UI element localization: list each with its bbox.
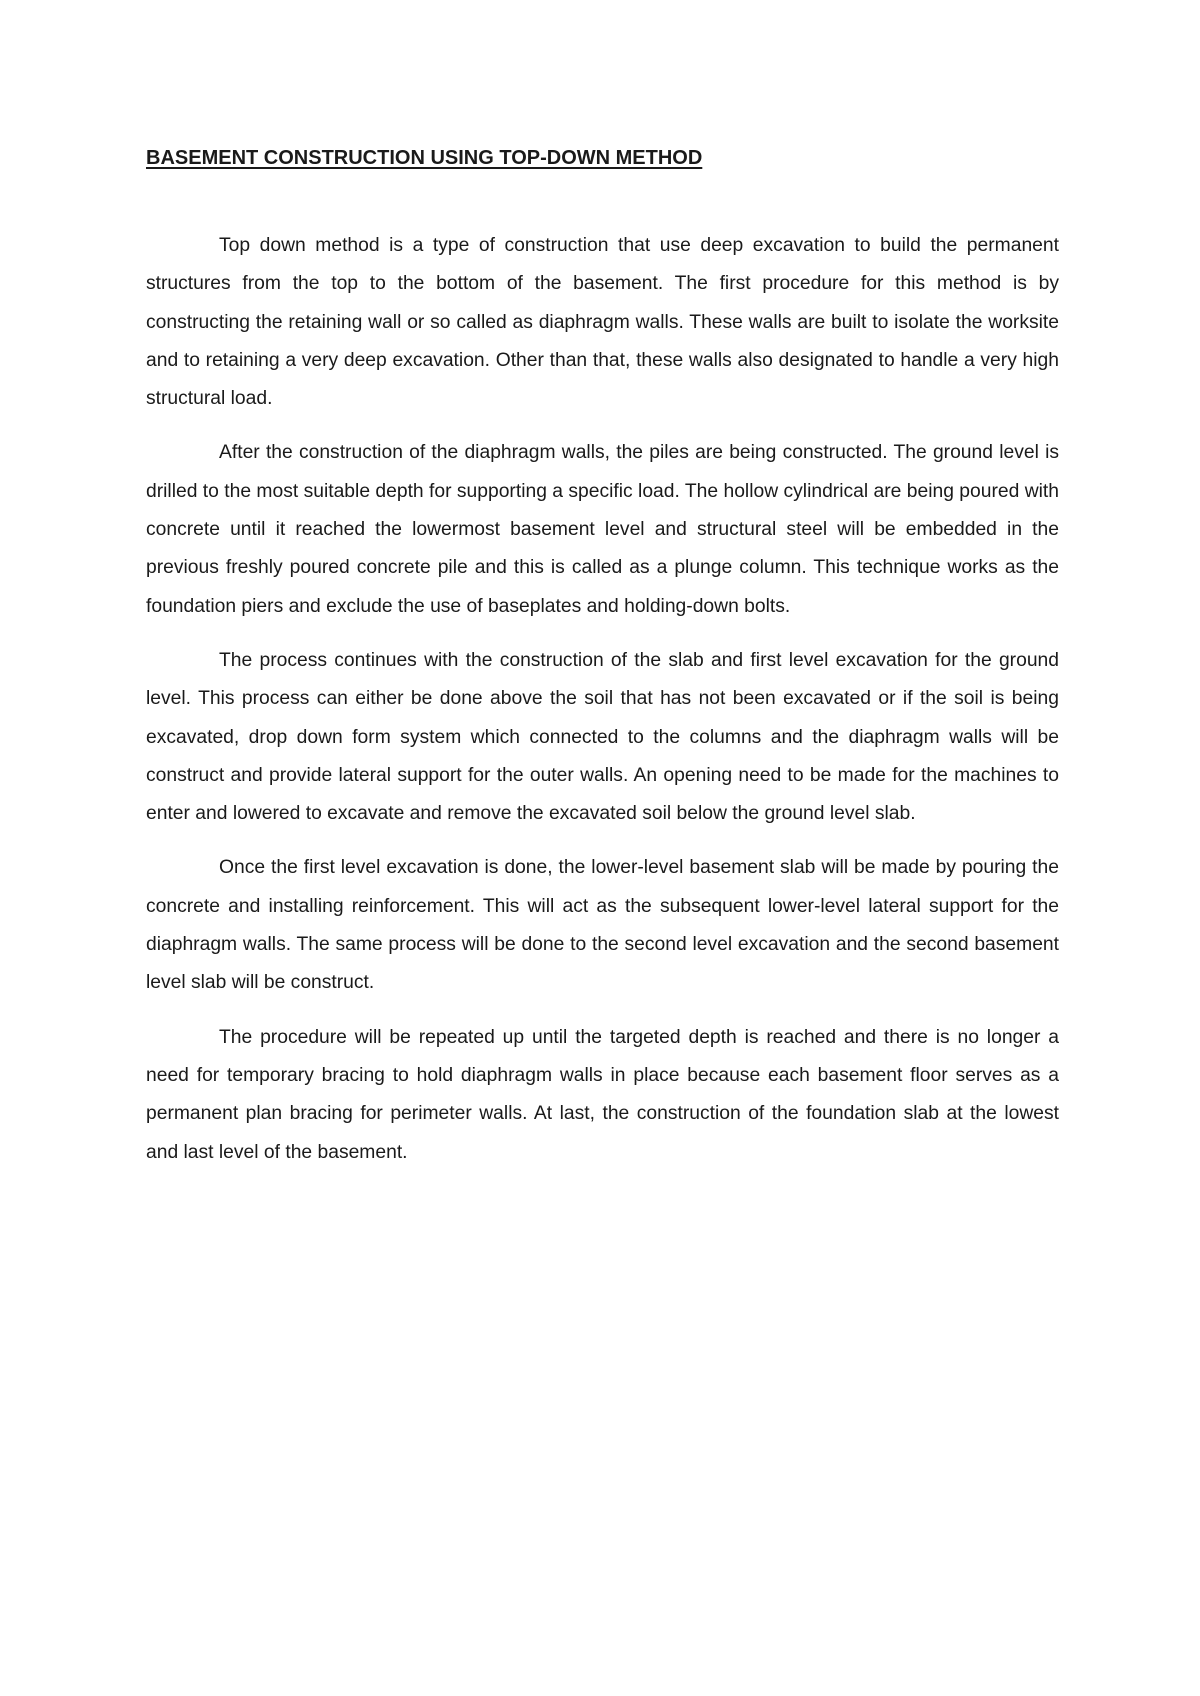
document-body <box>146 146 1059 1172</box>
paragraph-intro: Top down method is a type of construction that use deep excavation to build the permanent structures from the top to the bottom of the basement. The first procedure for this method is by constructing the retaining wall or so called as diaphragm walls. These walls are built to isolate the worksite and to retaining a very deep excavation. Other than that, these walls also designated to handle a very high structural load. <box>146 235 1059 410</box>
paragraph-piles: After the construction of the diaphragm walls, the piles are being constructed. The ground level is drilled to the most suitable depth for supporting a specific load. The hollow cylindrical are being poured with concrete until it reached the lowermost basement level and structural steel will be embedded in the previous freshly poured concrete pile and this is called as a plunge column. This technique works as the foundation piers and exclude the use of baseplates and holding-down bolts. <box>146 442 1059 617</box>
paragraph-lower-level: Once the first level excavation is done, the lower-level basement slab will be made by pouring the concrete and installing reinforcement. This will act as the subsequent lower-level lateral support for the diaphragm walls. The same process will be done to the second level excavation and the second basement level slab will be construct. <box>146 857 1059 994</box>
paragraph-foundation: The procedure will be repeated up until the targeted depth is reached and there is no longer a need for temporary bracing to hold diaphragm walls in place because each basement floor serves as a permanent plan bracing for perimeter walls. At last, the construction of the foundation slab at the lowest and last level of the basement. <box>146 1026 1059 1163</box>
document-title: BASEMENT CONSTRUCTION USING TOP-DOWN METHOD <box>146 147 703 169</box>
paragraph-slab-excavation: The process continues with the construction of the slab and first level excavation for the ground level. This process can either be done above the soil that has not been excavated or if the soil is being excavated, drop down form system which connected to the columns and the diaphragm walls will be construct and provide lateral support for the outer walls. An opening need to be made for the machines to enter and lowered to excavate and remove the excavated soil below the ground level slab. <box>146 649 1059 825</box>
